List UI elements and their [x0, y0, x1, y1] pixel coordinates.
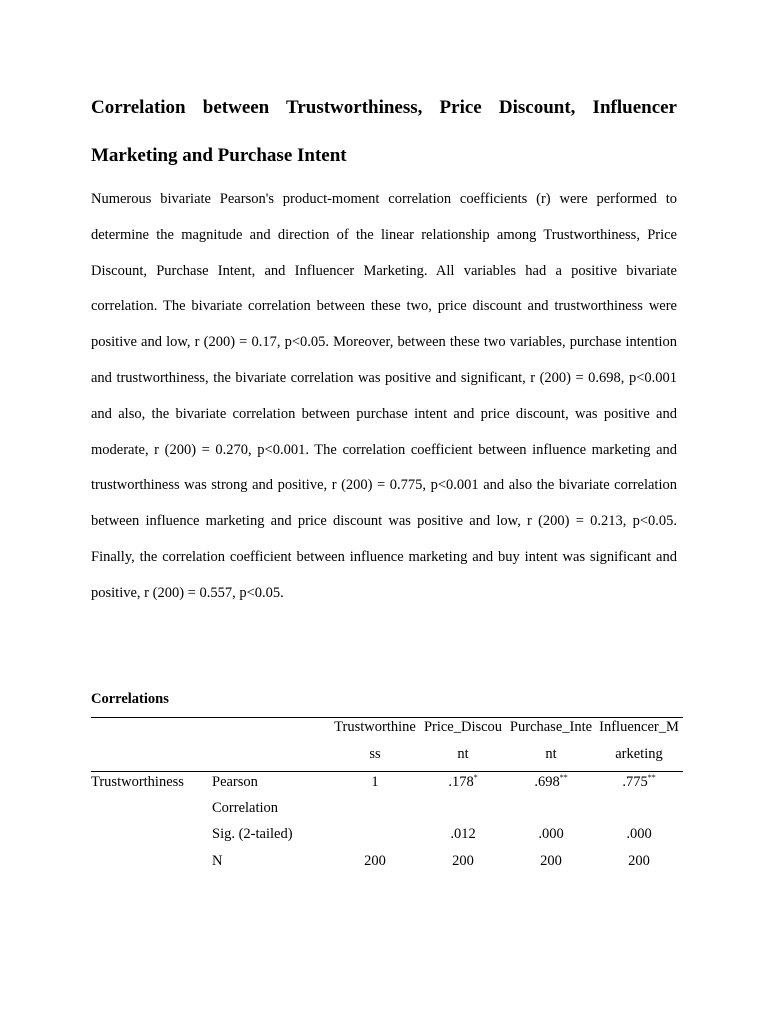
n-value: 200 [628, 853, 650, 869]
stat-label-pearson-line-2: Correlation [212, 800, 279, 816]
column-header-influencer-marketing-line-1: Influencer_M [599, 719, 679, 735]
pearson-value: .775** [622, 773, 656, 790]
column-header-price-discount-line-1: Price_Discou [423, 719, 503, 735]
section-heading-line-1: Correlation between Trustworthiness, Price Discount, Influencer [91, 97, 677, 118]
pearson-value: .698** [534, 773, 568, 790]
stat-label-pearson-line-1: Pearson [212, 774, 258, 790]
sig-value: .012 [450, 826, 476, 842]
pearson-value: 1 [371, 774, 379, 790]
body-paragraph: Numerous bivariate Pearson's product-moment correlation coefficients (r) were performed to determine the magnitude and direction of the linear relationship among Trustworthiness, Price Discount, Purchase Intent, and Influencer Marketing. All variables had a positive bivariate correlation. The bivariate correlation between these two, price discount and trustworthiness were positive and low, r (200) = 0.17, p<0.05. Moreover, between these two variables, purchase intention and trustworthiness, the bivariate correlation was positive and significant, r (200) = 0.698, p<0.001 and also, the bivariate correlation between purchase intent and price discount, was positive and moderate, r (200) = 0.270, p<0.001. The correlation coefficient between influence marketing and trustworthiness was strong and positive, r (200) = 0.775, p<0.001 and also the bivariate correlation between influence marketing and price discount was positive and low, r (200) = 0.213, p<0.05. Finally, the correlation coefficient between influence marketing and buy intent was significant and positive, r (200) = 0.557, p<0.05. [91, 191, 677, 601]
n-value: 200 [364, 853, 386, 869]
column-header-purchase-intent-line-1: Purchase_Inte [509, 719, 593, 735]
sig-value: .000 [626, 826, 652, 842]
column-header-influencer-marketing-line-2: arketing [615, 746, 663, 762]
section-heading-line-2: Marketing and Purchase Intent [91, 145, 347, 166]
pearson-value: .178* [448, 773, 478, 790]
n-value: 200 [540, 853, 562, 869]
table-title: Correlations [91, 691, 169, 707]
column-header-trustworthiness-line-1: Trustworthine [334, 719, 416, 735]
column-header-purchase-intent-line-2: nt [545, 746, 557, 762]
column-header-price-discount-line-2: nt [457, 746, 469, 762]
stat-label-n: N [212, 853, 223, 869]
stat-label-sig: Sig. (2-tailed) [212, 826, 293, 842]
column-header-trustworthiness-line-2: ss [369, 746, 381, 762]
table-header-rule [91, 771, 683, 772]
sig-value: .000 [538, 826, 564, 842]
n-value: 200 [452, 853, 474, 869]
row-variable-label: Trustworthiness [91, 774, 184, 790]
